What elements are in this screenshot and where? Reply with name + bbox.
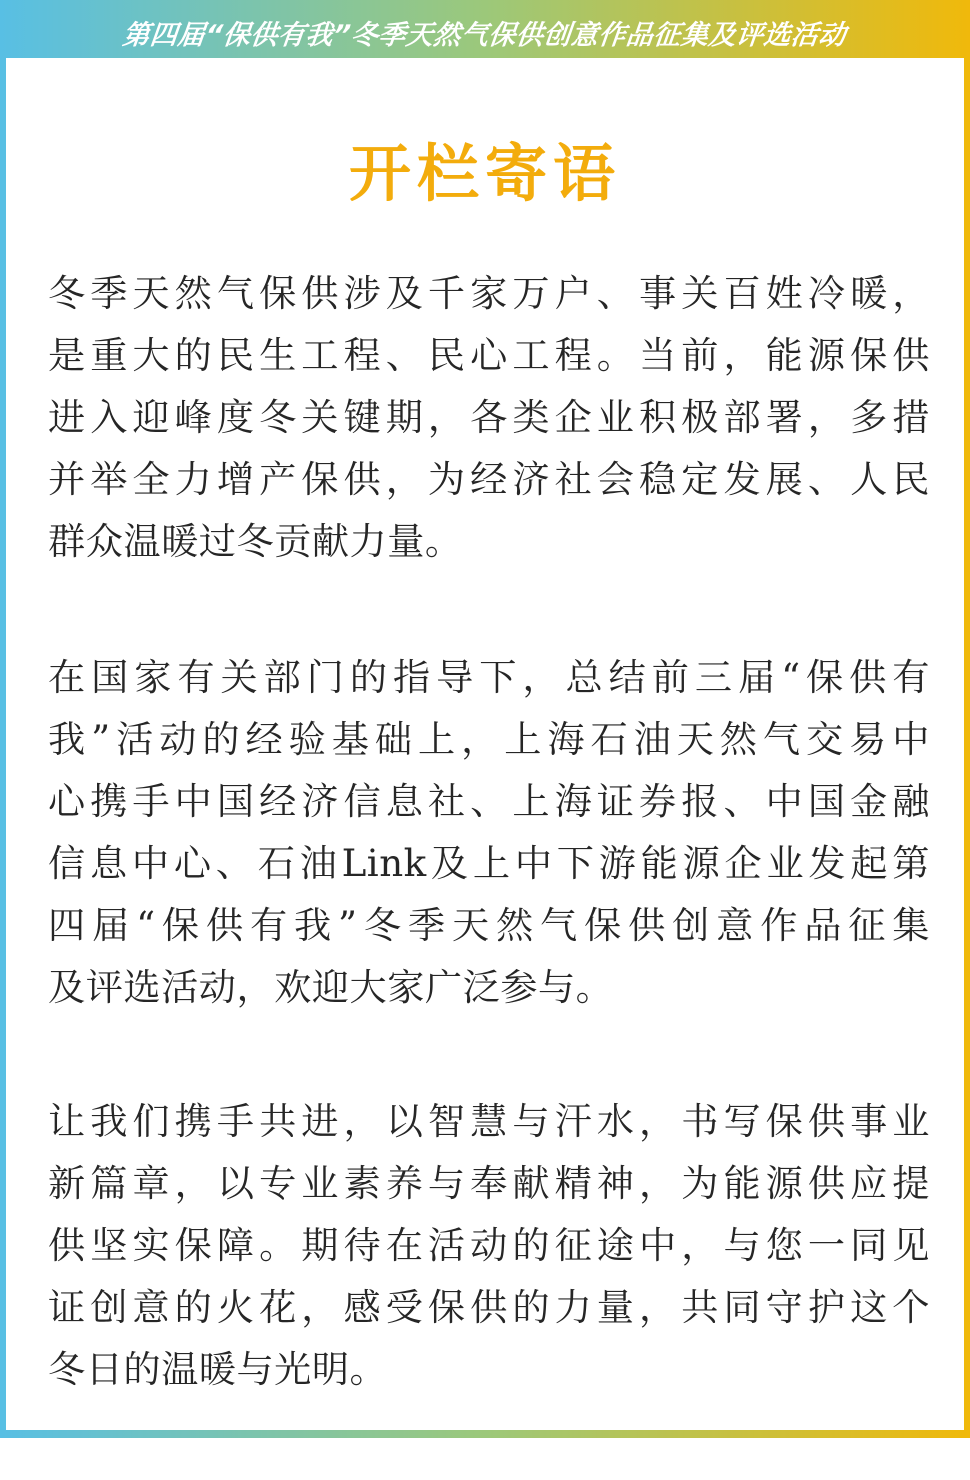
page-title: 开栏寄语: [348, 137, 621, 210]
paragraph-line: 信息中心、石油Link及上中下游能源企业发起第: [48, 841, 930, 885]
paragraph-line: 心携手中国经济信息社、上海证券报、中国金融: [48, 779, 930, 823]
paragraph-line: 在国家有关部门的指导下，总结前三届“保供有: [48, 655, 930, 699]
paragraph-line: 群众温暖过冬贡献力量。: [48, 519, 463, 563]
content-panel: [6, 58, 964, 1430]
header-banner: [0, 0, 970, 64]
paragraph-line: 进入迎峰度冬关键期，各类企业积极部署，多措: [48, 395, 930, 439]
paragraph-line: 冬日的温暖与光明。: [48, 1347, 388, 1391]
paragraph-line: 供坚实保障。期待在活动的征途中，与您一同见: [48, 1223, 930, 1267]
paragraph-line: 及评选活动，欢迎大家广泛参与。: [48, 965, 614, 1009]
paragraph-line: 证创意的火花，感受保供的力量，共同守护这个: [48, 1285, 930, 1329]
paragraph-line: 新篇章，以专业素养与奉献精神，为能源供应提: [48, 1161, 930, 1205]
paragraph-line: 让我们携手共进，以智慧与汗水，书写保供事业: [48, 1099, 930, 1143]
paragraph-line: 四届“保供有我”冬季天然气保供创意作品征集: [48, 903, 930, 947]
paragraph-line: 并举全力增产保供，为经济社会稳定发展、人民: [48, 457, 930, 501]
paragraph-line: 是重大的民生工程、民心工程。当前，能源保供: [48, 333, 930, 377]
bottom-margin: [0, 1438, 970, 1480]
paragraph-3: [48, 1090, 930, 1400]
paragraph-line: 我”活动的经验基础上，上海石油天然气交易中: [48, 717, 930, 761]
banner-title: 第四届“保供有我”冬季天然气保供创意作品征集及评选活动: [121, 19, 848, 51]
paragraph-2: [48, 646, 930, 1018]
paragraph-1: [48, 262, 930, 572]
paragraph-line: 冬季天然气保供涉及千家万户、事关百姓冷暖，: [48, 271, 930, 315]
